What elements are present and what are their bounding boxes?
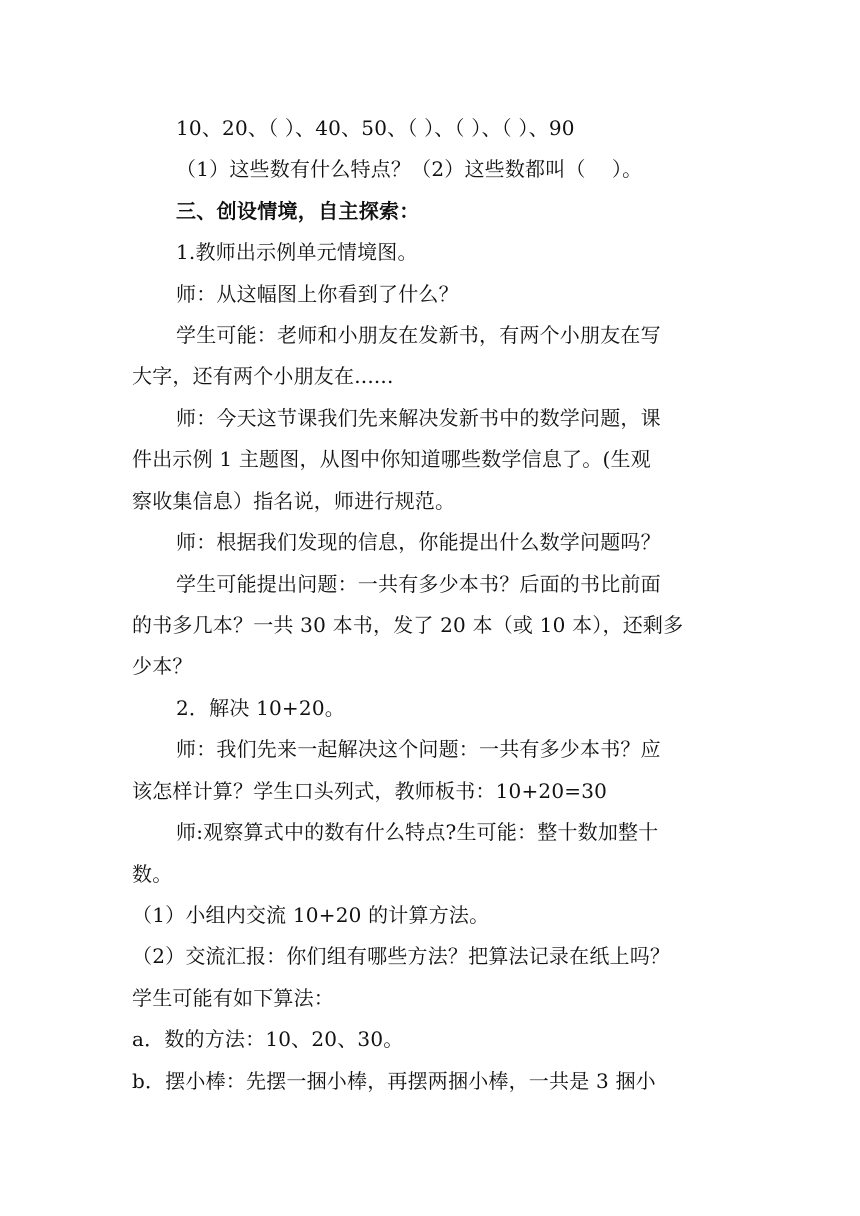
paragraph-line: 该怎样计算？学生口头列式，教师板书：10+20=30 [132, 779, 608, 803]
question-line: （1）这些数有什么特点？（2）这些数都叫（ ）。 [176, 157, 643, 181]
paragraph-line: 少本？ [132, 654, 193, 678]
paragraph-line: 学生可能提出问题：一共有多少本书？后面的书比前面 [176, 572, 661, 596]
list-item-line: b．摆小棒：先摆一捆小棒，再摆两捆小棒，一共是 3 捆小 [132, 1069, 656, 1093]
paragraph-line: 学生可能有如下算法： [132, 986, 334, 1010]
paragraph-line: 大字，还有两个小朋友在...... [132, 364, 394, 388]
paragraph-line: 数。 [132, 862, 173, 886]
paragraph-line: 师：从这幅图上你看到了什么？ [176, 282, 459, 306]
list-item-line: （2）交流汇报：你们组有哪些方法？把算法记录在纸上吗？ [132, 944, 671, 968]
paragraph-line: 师：今天这节课我们先来解决发新书中的数学问题，课 [176, 406, 661, 430]
paragraph-line: 师：我们先来一起解决这个问题：一共有多少本书？应 [176, 737, 661, 761]
paragraph-line: 1.教师出示例单元情境图。 [176, 240, 418, 264]
section-heading: 三、创设情境，自主探索： [176, 199, 420, 223]
list-item-line: a．数的方法：10、20、30。 [132, 1027, 404, 1051]
paragraph-line: 学生可能：老师和小朋友在发新书，有两个小朋友在写 [176, 323, 661, 347]
number-sequence-line: 10、20、（ ）、40、50、（ ）、（ ）、（ ）、90 [176, 116, 575, 140]
paragraph-line: 察收集信息）指名说，师进行规范。 [132, 489, 456, 513]
list-item-line: （1）小组内交流 10+20 的计算方法。 [132, 903, 490, 927]
paragraph-line: 件出示例 1 主题图，从图中你知道哪些数学信息了。(生观 [132, 447, 651, 471]
paragraph-line: 师：根据我们发现的信息，你能提出什么数学问题吗？ [176, 530, 661, 554]
subsection-line: 2．解决 10+20。 [176, 696, 345, 720]
paragraph-line: 师:观察算式中的数有什么特点?生可能：整十数加整十 [176, 820, 659, 844]
paragraph-line: 的书多几本？一共 30 本书，发了 20 本（或 10 本），还剩多 [132, 613, 684, 637]
